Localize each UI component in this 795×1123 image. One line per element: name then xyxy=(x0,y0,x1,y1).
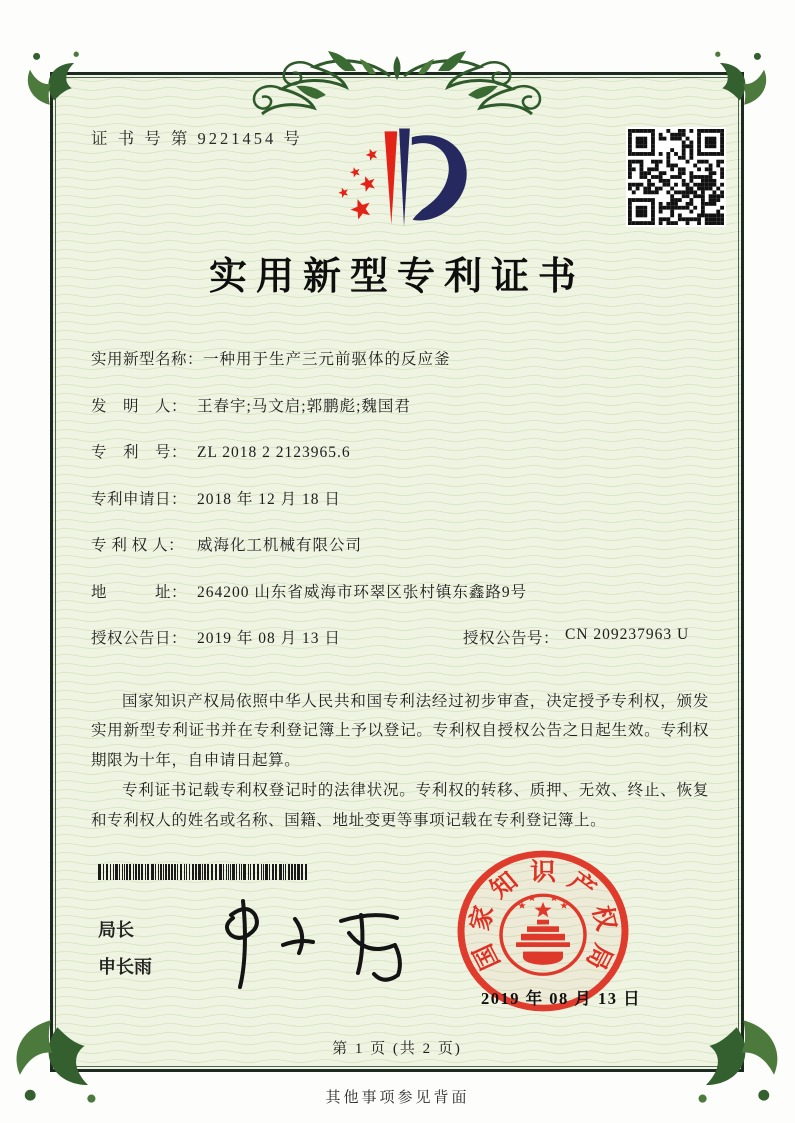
certificate-sheet xyxy=(50,72,744,1072)
page-indicator: 第 1 页 (共 2 页) xyxy=(332,1041,462,1057)
field-label: 专利申请日： xyxy=(91,490,188,508)
seal-date: 2019 年 08 月 13 日 xyxy=(481,989,642,1008)
field-row-grant xyxy=(91,626,709,673)
qr-code xyxy=(626,127,726,227)
barcode xyxy=(98,864,312,880)
svg-text:国: 国 xyxy=(469,939,506,974)
certificate-number: 证 书 号 第 9221454 号 xyxy=(91,129,303,148)
field-label: 地 址： xyxy=(91,583,188,601)
field-row-patent-no xyxy=(91,440,709,487)
svg-text:产: 产 xyxy=(562,867,601,904)
signatory-block xyxy=(98,921,152,976)
field-label: 专 利 权 人： xyxy=(91,537,185,554)
grant-number-label: 授权公告号： xyxy=(463,630,560,647)
grant-date-label: 授权公告日： xyxy=(91,630,188,647)
field-label: 发 明 人： xyxy=(91,397,188,415)
grant-paragraph: 国家知识产权局依照中华人民共和国专利法经过初步审查，决定授予专利权，颁发实用新型专利证书并在专利登记簿上予以登记。专利权自授权公告之日起生效。专利权期限为十年，自申请日起算。 xyxy=(91,692,709,769)
field-value: ZL 2018 2 2123965.6 xyxy=(197,444,351,461)
field-row-patentee xyxy=(91,533,709,580)
field-value: 王春宇;马文启;郭鹏彪;魏国君 xyxy=(197,397,411,415)
logo-stars xyxy=(338,149,377,220)
legal-text xyxy=(91,687,709,836)
back-note: 其他事项参见背面 xyxy=(325,1090,470,1106)
certificate-body xyxy=(91,347,709,835)
grant-date-value: 2019 年 08 月 13 日 xyxy=(197,630,341,647)
svg-text:权: 权 xyxy=(586,903,620,934)
certificate-title: 实用新型专利证书 xyxy=(208,256,585,298)
director-name: 申长雨 xyxy=(98,957,152,977)
svg-text:知: 知 xyxy=(485,867,524,904)
field-label: 实用新型名称： xyxy=(91,351,204,368)
svg-text:家: 家 xyxy=(466,903,500,934)
field-value: 一种用于生产三元前驱体的反应釜 xyxy=(203,351,451,368)
register-paragraph: 专利证书记载专利权登记时的法律状况。专利权的转移、质押、无效、终止、恢复和专利权人的姓名或名称、国籍、地址变更等事项记载在专利登记簿上。 xyxy=(91,781,709,829)
field-row-inventors xyxy=(91,394,709,441)
field-label: 专 利 号： xyxy=(91,444,188,461)
field-row-address xyxy=(91,580,709,627)
field-row-filing-date xyxy=(91,487,709,534)
field-value: 2018 年 12 月 18 日 xyxy=(197,490,341,508)
cnipa-logo xyxy=(331,123,477,239)
field-value: 264200 山东省威海市环翠区张村镇东鑫路9号 xyxy=(197,583,528,601)
svg-text:局: 局 xyxy=(580,939,617,974)
field-value: 威海化工机械有限公司 xyxy=(197,537,363,554)
signature xyxy=(203,883,433,1003)
grant-number-value: CN 209237963 U xyxy=(565,626,690,643)
director-title: 局长 xyxy=(98,920,134,940)
field-row-name xyxy=(91,347,709,394)
svg-text:识: 识 xyxy=(530,859,556,887)
